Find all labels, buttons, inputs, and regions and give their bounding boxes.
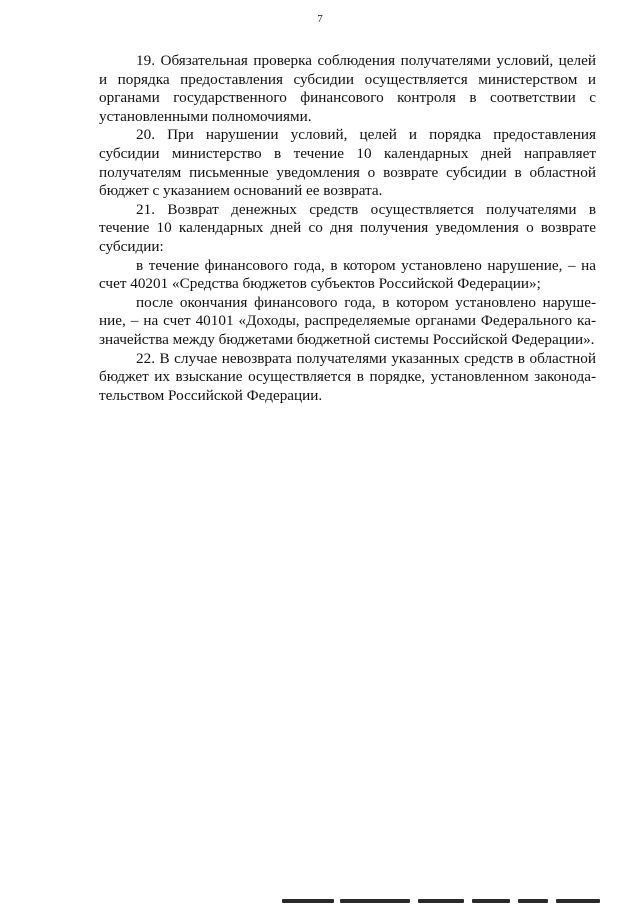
paragraph-21: 21. Возврат денежных средств осуществляется получателями в течение 10 календарных дней со дня получения уведомления о возврате субсидии: (99, 200, 596, 255)
cropped-footer-text (0, 895, 640, 905)
paragraph-21-item-current-year: в течение финансового года, в котором установлено нарушение, – на счет 40201 «Средства бюджетов субъектов Российской Федерации»; (99, 256, 596, 293)
paragraph-21-item-after-year: после окончания финансового года, в котором установлено нарушение, – на счет 40101 «Доходы, распределяемые органами Федерального казначейства между бюджетами бюджетной системы Российской Федерации». (99, 293, 596, 348)
document-body (99, 52, 596, 405)
paragraph-19: 19. Обязательная проверка соблюдения получателями условий, целей и порядка предоставления субсидии осуществляется министерством и органами государственного финансового контроля в соответствии с установленными полномочиями. (99, 52, 596, 125)
paragraph-20: 20. При нарушении условий, целей и порядка предоставления субсидии министерство в течение 10 календарных дней направляет получателям письменные уведомления о возврате субсидии в областной бюджет с указанием оснований ее возврата. (99, 126, 596, 200)
paragraph-22: 22. В случае невозврата получателями указанных средств в областной бюджет их взыскание осуществляется в порядке, установленном законодательством Российской Федерации. (99, 349, 596, 404)
page-number: 7 (317, 13, 323, 25)
